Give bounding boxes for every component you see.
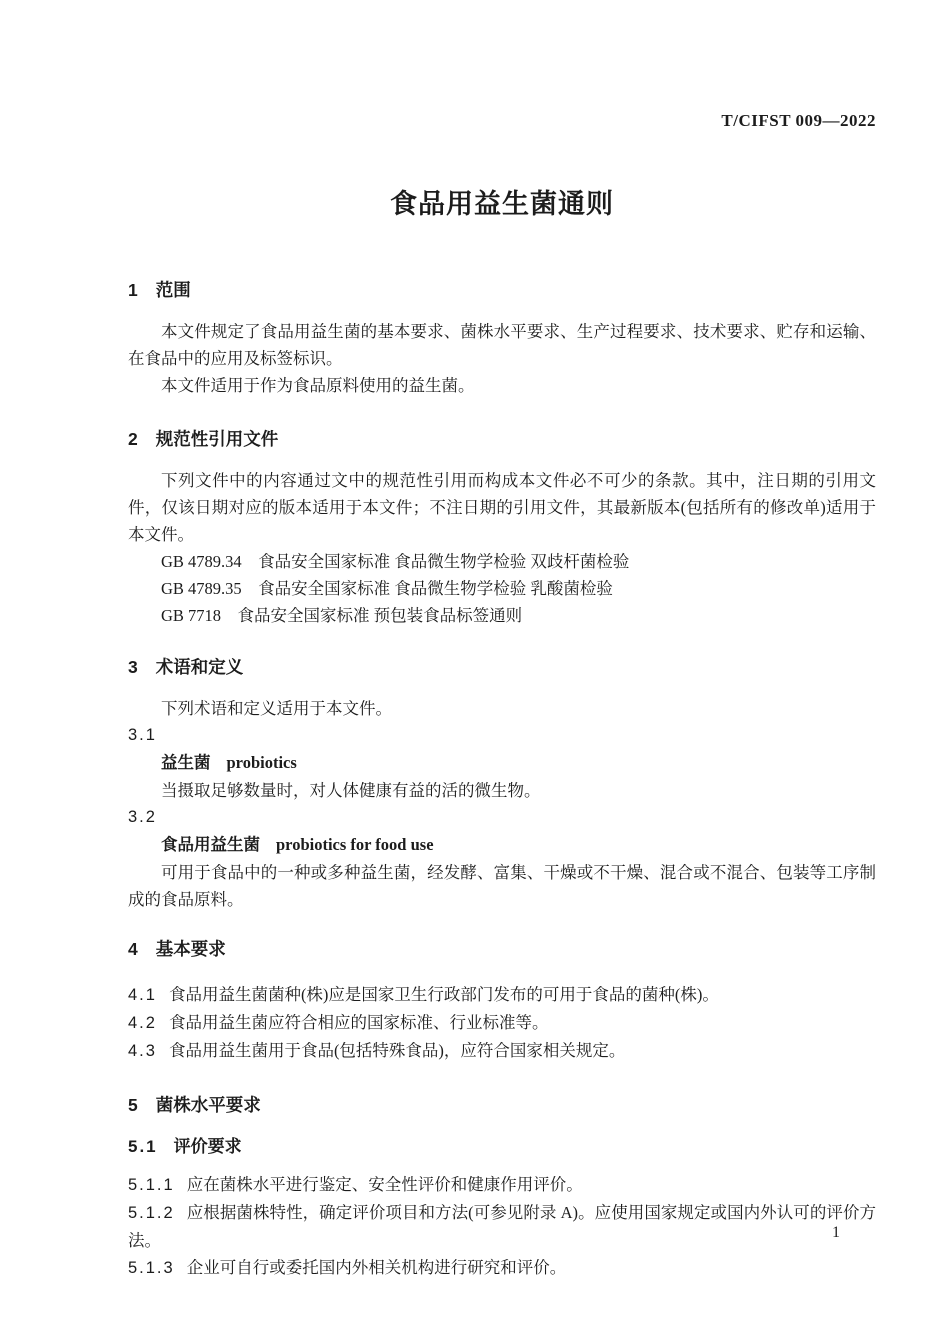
term-3-2-definition: 可用于食品中的一种或多种益生菌，经发酵、富集、干燥或不干燥、混合或不混合、包装等工序制成的食品原料。 <box>128 863 876 909</box>
term-3-1-number: 3.1 <box>128 726 157 744</box>
clause-5-1-3-text: 企业可自行或委托国内外相关机构进行研究和评价。 <box>186 1258 567 1277</box>
clause-4-1 <box>128 981 876 1009</box>
clause-4-2-text: 食品用益生菌应符合相应的国家标准、行业标准等。 <box>168 1013 549 1032</box>
term-3-2-english: probiotics for food use <box>276 835 434 854</box>
term-3-1-definition: 当摄取足够数量时，对人体健康有益的活的微生物。 <box>161 781 541 800</box>
term-3-1 <box>128 749 876 777</box>
section-4-title: 基本要求 <box>155 939 226 959</box>
term-3-2 <box>128 831 876 859</box>
section-2-number: 2 <box>128 429 140 449</box>
section-1-title: 范围 <box>155 280 191 300</box>
clause-5-1-2 <box>128 1199 876 1254</box>
page-number: 1 <box>832 1224 840 1241</box>
section-5-title: 菌株水平要求 <box>155 1095 261 1115</box>
subsection-5-1-number: 5.1 <box>128 1137 158 1156</box>
section-2-title: 规范性引用文件 <box>155 429 279 449</box>
scope-paragraph-2: 本文件适用于作为食品原料使用的益生菌。 <box>161 376 475 395</box>
section-5-number: 5 <box>128 1095 140 1115</box>
section-5-heading <box>128 1093 876 1117</box>
standard-number: T/CIFST 009—2022 <box>721 111 876 130</box>
references-intro: 下列文件中的内容通过文中的规范性引用而构成本文件必不可少的条款。其中，注日期的引用文件，仅该日期对应的版本适用于本文件；不注日期的引用文件，其最新版本(包括所有的修改单)适用于本文件。 <box>128 471 876 544</box>
term-3-1-english: probiotics <box>226 753 297 772</box>
section-1-heading <box>128 278 876 302</box>
reference-gb-7718: GB 7718 食品安全国家标准 预包装食品标签通则 <box>161 606 523 625</box>
clause-5-1-2-number: 5.1.2 <box>128 1204 175 1222</box>
clause-4-3 <box>128 1037 876 1065</box>
section-3-heading <box>128 655 876 679</box>
term-3-2-number: 3.2 <box>128 808 157 826</box>
subsection-5-1-title: 评价要求 <box>173 1137 242 1156</box>
scope-paragraph-1: 本文件规定了食品用益生菌的基本要求、菌株水平要求、生产过程要求、技术要求、贮存和运输、在食品中的应用及标签标识。 <box>128 322 876 368</box>
clause-4-1-text: 食品用益生菌菌种(株)应是国家卫生行政部门发布的可用于食品的菌种(株)。 <box>168 985 719 1004</box>
document-title: 食品用益生菌通则 <box>390 189 614 219</box>
clause-5-1-3 <box>128 1254 876 1282</box>
term-3-1-chinese: 益生菌 <box>161 754 211 772</box>
clause-5-1-1-text: 应在菌株水平进行鉴定、安全性评价和健康作用评价。 <box>186 1175 583 1194</box>
clause-5-1-2-text: 应根据菌株特性，确定评价项目和方法(可参见附录 A)。应使用国家规定或国内外认可的评价方法。 <box>128 1203 876 1250</box>
section-2-heading <box>128 427 876 451</box>
reference-gb-4789-34: GB 4789.34 食品安全国家标准 食品微生物学检验 双歧杆菌检验 <box>161 552 630 571</box>
clause-5-1-1 <box>128 1171 876 1199</box>
terms-intro: 下列术语和定义适用于本文件。 <box>161 699 392 718</box>
section-3-number: 3 <box>128 657 140 677</box>
clause-5-1-1-number: 5.1.1 <box>128 1176 175 1194</box>
section-4-heading <box>128 937 876 961</box>
clause-4-2 <box>128 1009 876 1037</box>
term-3-2-chinese: 食品用益生菌 <box>161 836 260 854</box>
clause-5-1-3-number: 5.1.3 <box>128 1259 175 1277</box>
clause-4-3-number: 4.3 <box>128 1042 157 1060</box>
reference-gb-4789-35: GB 4789.35 食品安全国家标准 食品微生物学检验 乳酸菌检验 <box>161 579 613 598</box>
section-4-number: 4 <box>128 939 140 959</box>
section-3-title: 术语和定义 <box>155 657 244 677</box>
clause-4-3-text: 食品用益生菌用于食品(包括特殊食品)，应符合国家相关规定。 <box>168 1041 626 1060</box>
clause-4-2-number: 4.2 <box>128 1014 157 1032</box>
section-1-number: 1 <box>128 280 140 300</box>
clause-4-1-number: 4.1 <box>128 986 157 1004</box>
subsection-5-1-heading <box>128 1135 876 1159</box>
